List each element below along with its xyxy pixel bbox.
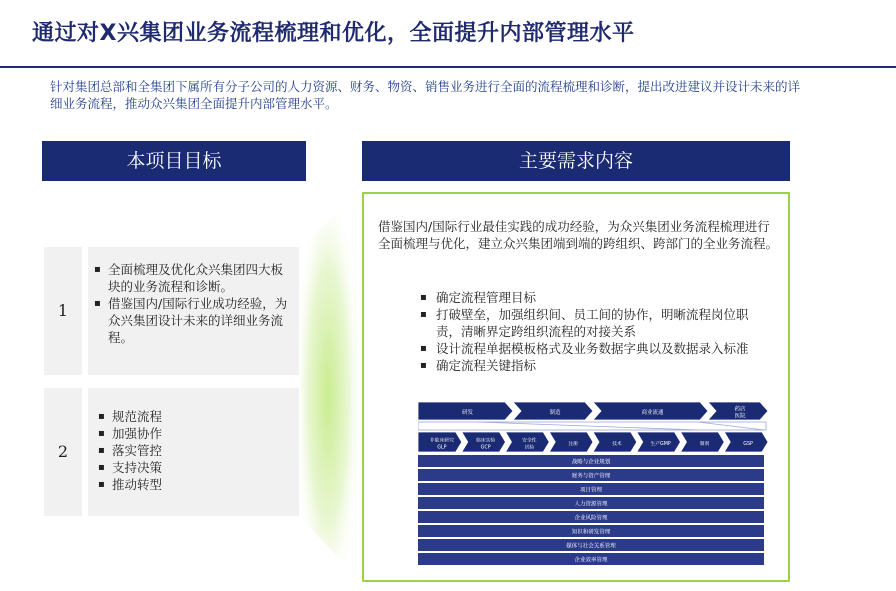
link-line (478, 422, 698, 430)
link-line (698, 422, 764, 430)
goal-header: 本项目目标 (42, 141, 306, 181)
management-bar-label: 项目管理 (579, 487, 603, 494)
page-title: 通过对X兴集团业务流程梳理和优化，全面提升内部管理水平 (32, 21, 635, 46)
list-item: ▪ 加强协作 (98, 425, 289, 442)
management-bar-label: 人力资源管理 (574, 501, 608, 508)
requirements-paragraph: 借鉴国内/国际行业最佳实践的成功经验，为众兴集团业务流程梳理进行全面梳理与优化，建立众兴集团端到端的跨组织、跨部门的全业务流程。 (378, 219, 779, 251)
management-bar-label: 媒体与社会关系管理 (566, 543, 616, 550)
list-item: ▪ 推动转型 (98, 476, 289, 493)
step-label: 技术 (612, 442, 622, 447)
stage-label: 研发 (461, 410, 474, 416)
stage-label: 商业流通 (641, 410, 664, 416)
list-item: ▪ 确定流程管理目标 (420, 289, 766, 306)
step-label: 制剂 (699, 442, 710, 447)
goal-cell-2 (88, 388, 299, 516)
management-bar-label: 战略与企业规划 (571, 459, 611, 466)
list-item: ▪ 打破壁垒，加强组织间、员工间的协作，明晰流程岗位职责，清晰界定跨组织流程的对接关系 (420, 306, 766, 340)
management-bar-label: 企业效率管理 (574, 557, 608, 564)
management-bar-label: 企业风险管理 (574, 515, 608, 522)
requirements-header: 主要需求内容 (362, 141, 790, 181)
stage-label: 制造 (549, 410, 561, 416)
list-item: ▪ 确定流程关键指标 (420, 357, 766, 374)
management-bar-label: 财务与资产管理 (571, 473, 611, 480)
step-label: 非临床研究 GLP (429, 438, 454, 451)
process-diagram (418, 402, 768, 570)
list-item: ▪ 设计流程单据模板格式及业务数据字典以及数据录入标准 (420, 340, 766, 357)
step-label: 临床实验 GCP (476, 438, 496, 451)
list-item: ▪ 落实管控 (98, 442, 289, 459)
requirements-list (420, 289, 766, 374)
title-divider (0, 66, 896, 68)
step-label: 注册 (568, 442, 578, 447)
management-bar-label: 知识和研发管理 (571, 529, 611, 536)
intro-text: 针对集团总部和全集团下属所有分子公司的人力资源、财务、物资、销售业务进行全面的流程梳理和诊断，提出改进建议并设计未来的详细业务流程，推动众兴集团全面提升内部管理水平。 (50, 79, 801, 111)
list-item: ▪ 全面梳理及优化众兴集团四大板块的业务流程和诊断。 (94, 261, 289, 295)
row-number-1: 1 (44, 247, 82, 375)
step-label: 生产GMP (650, 442, 671, 447)
row-number-2: 2 (44, 388, 82, 516)
list-item: ▪ 支持决策 (98, 459, 289, 476)
goal-cell-1 (88, 247, 299, 375)
list-item: ▪ 借鉴国内/国际行业成功经验，为众兴集团设计未来的详细业务流程。 (94, 295, 289, 346)
connector-glow (300, 192, 362, 582)
stage-label: 药店医院 (734, 406, 746, 420)
step-label: GSP (743, 442, 753, 447)
step-label: 安全性试验 (522, 438, 537, 451)
requirements-box (362, 192, 790, 582)
list-item: ▪ 规范流程 (98, 408, 289, 425)
